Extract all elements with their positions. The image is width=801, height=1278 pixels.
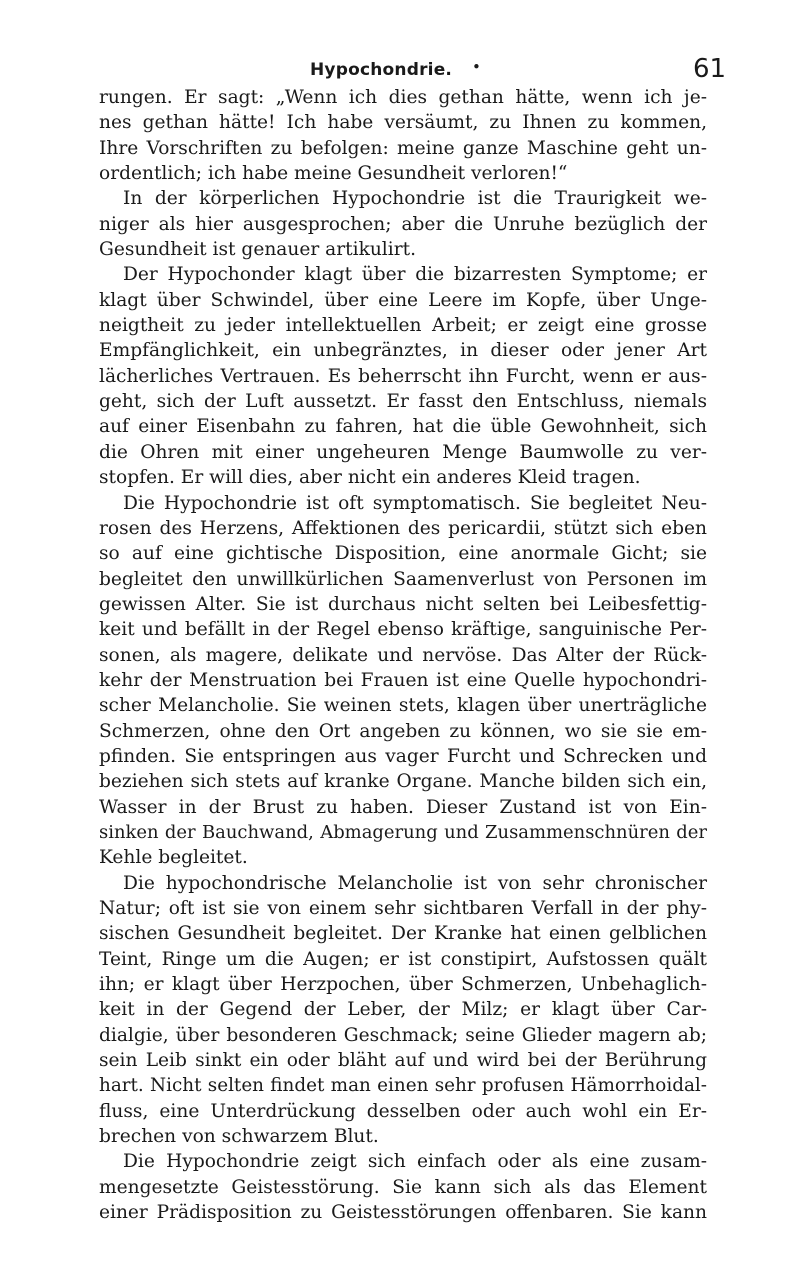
text-line: Der Hypochonder klagt über die bizarresten Symptome; er	[123, 264, 707, 286]
text-line: Ihre Vorschriften zu befolgen: meine ganze Maschine geht un-	[99, 137, 707, 159]
text-line: nes gethan hätte! Ich habe versäumt, zu Ihnen zu kommen,	[99, 112, 707, 134]
text-line: kehr der Menstruation bei Frauen ist eine Quelle hypochondri-	[99, 669, 707, 691]
text-line: neigtheit zu jeder intellektuellen Arbeit; er zeigt eine grosse	[99, 315, 707, 337]
text-line: rosen des Herzens, Affektionen des pericardii, stützt sich eben	[99, 517, 707, 539]
text-line: beziehen sich stets auf kranke Organe. Manche bilden sich ein,	[99, 771, 707, 793]
text-line: sinken der Bauchwand, Abmagerung und Zusammenschnüren der	[99, 821, 707, 843]
text-line: geht, sich der Luft aussetzt. Er fasst den Entschluss, niemals	[99, 391, 707, 413]
running-title: Hypochondrie.	[310, 60, 453, 80]
text-line: Natur; oft ist sie von einem sehr sichtbaren Verfall in der phy-	[99, 898, 707, 919]
text-line: hart. Nicht selten findet man einen sehr profusen Hämorrhoidal-	[99, 1075, 707, 1097]
text-line: rungen. Er sagt: „Wenn ich dies gethan hätte, wenn ich je-	[99, 87, 707, 108]
text-line: Gesundheit ist genauer artikulirt.	[99, 239, 416, 261]
text-line: niger als hier ausgesprochen; aber die Unruhe bezüglich der	[99, 213, 707, 235]
text-line: einer Prädisposition zu Geistesstörungen offenbaren. Sie kann	[99, 1202, 707, 1224]
body-text	[99, 85, 707, 1225]
text-line: Teint, Ringe um die Augen; er ist constipirt, Aufstossen quält	[99, 948, 707, 970]
text-line: dialgie, über besonderen Geschmack; seine Glieder magern ab;	[99, 1024, 707, 1046]
text-line: begleitet den unwillkürlichen Saamenverlust von Personen im	[99, 568, 707, 590]
page-number: 61	[693, 54, 727, 84]
header-bullet: •	[472, 58, 481, 76]
running-header	[0, 52, 801, 86]
text-line: brechen von schwarzem Blut.	[99, 1126, 379, 1148]
text-line: Schmerzen, ohne den Ort angeben zu können, wo sie sie em-	[99, 720, 707, 742]
text-line: ihn; er klagt über Herzpochen, über Schmerzen, Unbehaglich-	[99, 974, 707, 996]
text-line: In der körperlichen Hypochondrie ist die Traurigkeit we-	[123, 188, 707, 210]
text-line: Empfänglichkeit, ein unbegränztes, in dieser oder jener Art	[99, 340, 707, 362]
text-line: die Ohren mit einer ungeheuren Menge Baumwolle zu ver-	[99, 441, 707, 463]
text-line: Die hypochondrische Melancholie ist von sehr chronischer	[123, 872, 707, 894]
text-line: gewissen Alter. Sie ist durchaus nicht selten bei Leibesfettig-	[99, 593, 707, 615]
text-line: pfinden. Sie entspringen aus vager Furcht und Schrecken und	[99, 745, 707, 767]
text-line: stopfen. Er will dies, aber nicht ein anderes Kleid tragen.	[99, 467, 641, 489]
text-line: Kehle begleitet.	[99, 847, 248, 869]
text-line: Die Hypochondrie ist oft symptomatisch. Sie begleitet Neu-	[123, 492, 707, 514]
text-line: sein Leib sinkt ein oder bläht auf und wird bei der Berührung	[99, 1050, 707, 1072]
text-line: mengesetzte Geistesstörung. Sie kann sich als das Element	[99, 1176, 707, 1198]
text-line: so auf eine gichtische Disposition, eine anormale Gicht; sie	[99, 543, 707, 565]
text-line: ordentlich; ich habe meine Gesundheit verloren!“	[99, 163, 568, 185]
text-line: sonen, als magere, delikate und nervöse. Das Alter der Rück-	[99, 644, 707, 666]
text-line: klagt über Schwindel, über eine Leere im Kopfe, über Unge-	[99, 289, 707, 311]
text-line: fluss, eine Unterdrückung desselben oder auch wohl ein Er-	[99, 1100, 707, 1122]
text-line: Wasser in der Brust zu haben. Dieser Zustand ist von Ein-	[99, 796, 707, 818]
text-line: Die Hypochondrie zeigt sich einfach oder als eine zusam-	[123, 1151, 707, 1173]
text-line: auf einer Eisenbahn zu fahren, hat die üble Gewohnheit, sich	[99, 416, 707, 438]
text-line: sischen Gesundheit begleitet. Der Kranke hat einen gelblichen	[99, 923, 707, 945]
text-line: keit in der Gegend der Leber, der Milz; er klagt über Car-	[99, 999, 707, 1021]
text-line: scher Melancholie. Sie weinen stets, klagen über unerträgliche	[99, 695, 707, 717]
text-line: keit und befällt in der Regel ebenso kräftige, sanguinische Per-	[99, 619, 707, 641]
text-line: lächerliches Vertrauen. Es beherrscht ihn Furcht, wenn er aus-	[99, 365, 707, 387]
